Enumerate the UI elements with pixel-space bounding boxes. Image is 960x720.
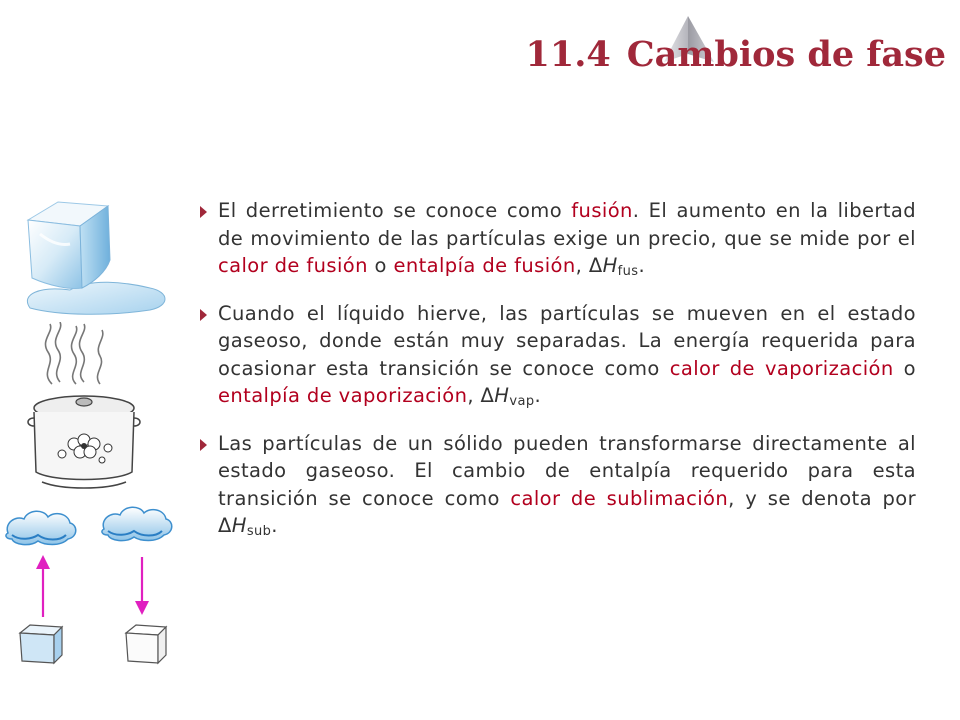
sublimation-illustration: [4, 505, 174, 670]
term-entalpia-de-fusion: entalpía de fusión: [393, 254, 576, 277]
text: Cuando el líquido hierve, las partículas se mueven en el estado gaseoso, donde están muy separadas. La energía requerida para ocasionar esta transición se conoce como: [218, 301, 916, 380]
term-calor-de-vaporizacion: calor de vaporización: [669, 356, 894, 380]
section-title: Cambios de fase: [626, 34, 946, 75]
text: .: [271, 514, 278, 537]
bullet-arrow-icon: [200, 309, 207, 321]
text: .: [638, 254, 646, 277]
text: o: [367, 254, 394, 277]
symbol-h: H: [494, 384, 510, 407]
boiling-pot-illustration: [22, 322, 152, 497]
subscript-sub: sub: [246, 524, 272, 539]
symbol-h: H: [231, 514, 247, 537]
subscript-vap: vap: [509, 394, 535, 409]
melting-ice-illustration: [10, 190, 175, 315]
paragraph-fusion: [200, 197, 916, 280]
paragraph-vaporization: [200, 300, 916, 410]
text: , Δ: [467, 384, 495, 407]
text: Las partículas de un sólido pueden transformarse directamente al estado gaseoso. El cambio de entalpía requerido para esta transición se conoce como: [218, 431, 916, 510]
text: . El aumento en la libertad de movimiento de las partículas exige un precio, que se mide por el: [218, 199, 917, 250]
term-entalpia-de-vaporizacion: entalpía de vaporización: [218, 384, 468, 407]
paragraph-sublimation: [200, 430, 916, 540]
term-calor-de-fusion: calor de fusión: [218, 254, 368, 277]
text: , y se denota por Δ: [218, 486, 916, 537]
text: .: [534, 384, 542, 407]
term-calor-de-sublimacion: calor de sublimación: [510, 486, 729, 510]
text: o: [893, 356, 916, 380]
text: , Δ: [575, 254, 603, 277]
slide-header: [526, 12, 946, 82]
page-title: [526, 34, 946, 75]
term-fusion: fusión: [571, 199, 633, 222]
symbol-h: H: [602, 254, 618, 277]
section-number: 11.4: [525, 34, 611, 75]
subscript-fus: fus: [617, 264, 639, 279]
bullet-arrow-icon: [200, 206, 207, 218]
text: El derretimiento se conoce como: [218, 199, 572, 222]
bullet-arrow-icon: [200, 439, 207, 451]
slide-content: [200, 197, 916, 560]
